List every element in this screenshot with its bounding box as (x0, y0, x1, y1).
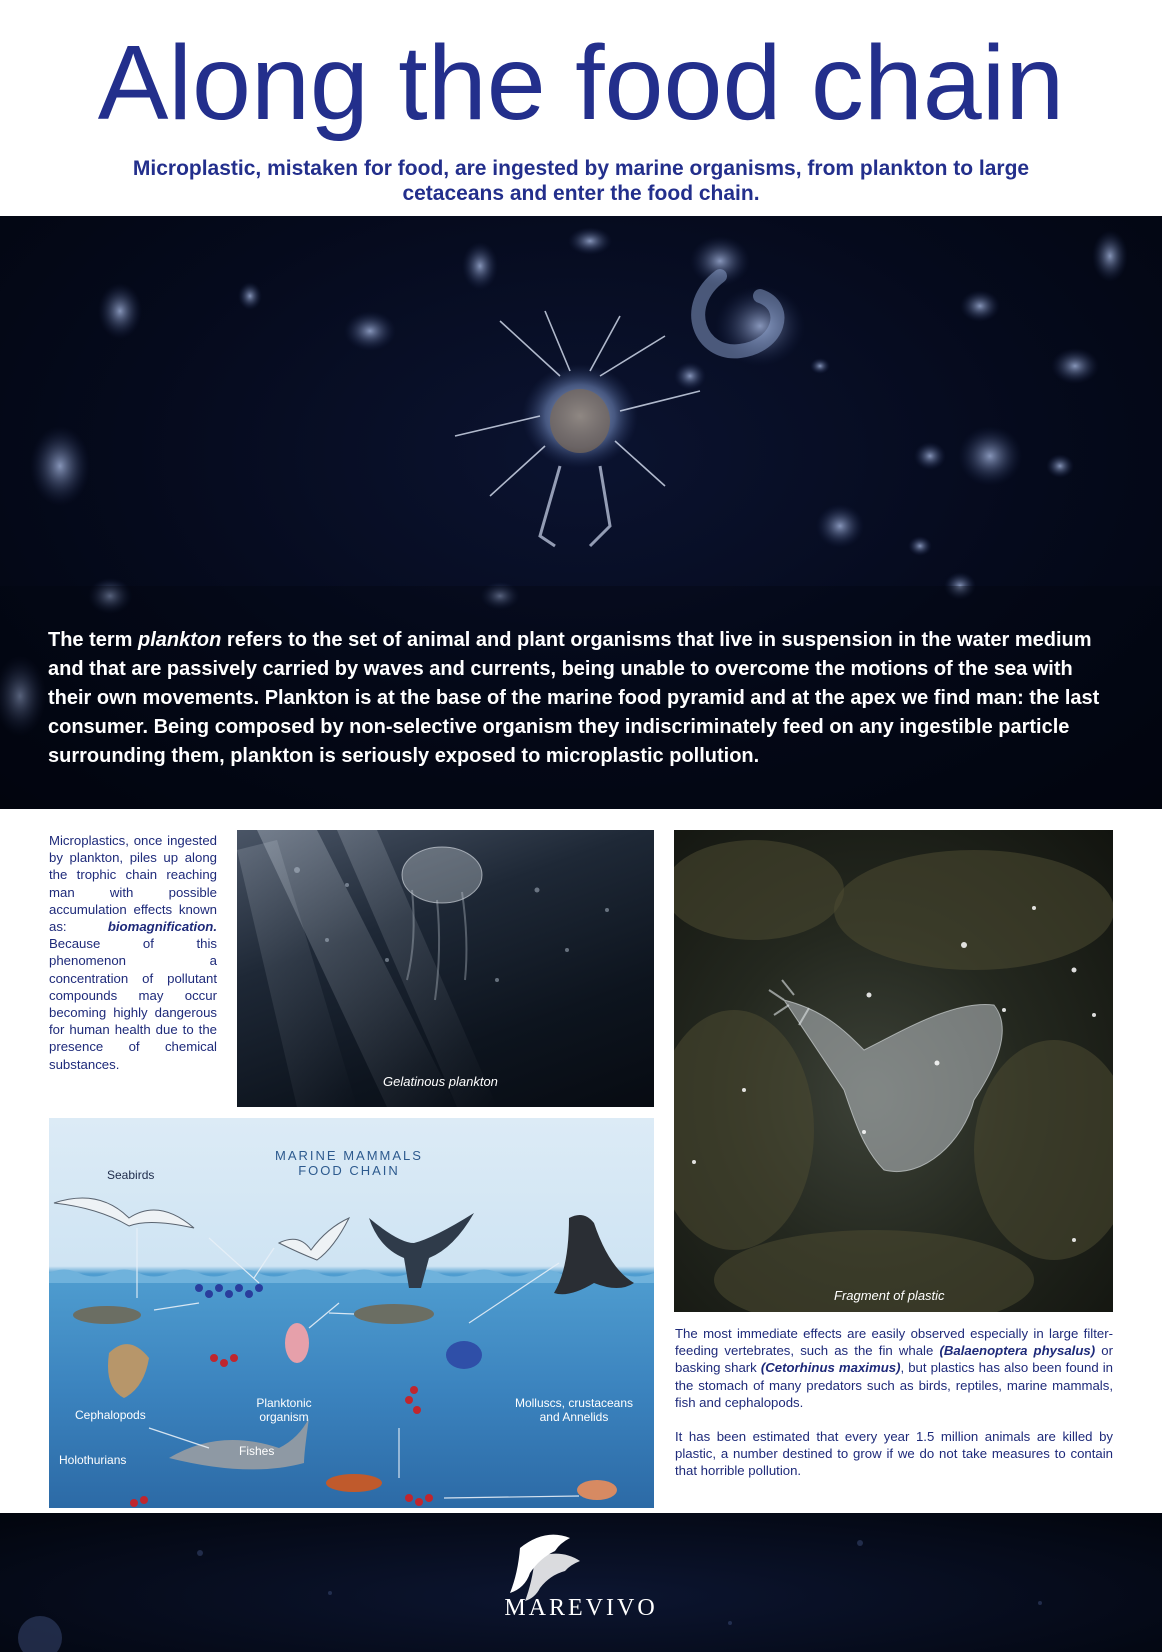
label-cephalopods: Cephalopods (75, 1408, 146, 1422)
biomagnification-text: Microplastics, once ingested by plankton, piles up along the trophic chain reaching man with possible accumulation effects known as: biomagnification. Because of this phenomenon a concentration of pollutant compounds may occur becoming highly dangerous for human health due to the presence of chemical substances. (49, 833, 217, 1072)
basking-shark-scientific-name: (Cetorhinus maximus) (760, 1360, 901, 1376)
fish-icon (73, 1306, 141, 1324)
copepod-figure (455, 311, 700, 546)
page-title: Along the food chain (97, 24, 1065, 142)
jellyfish-illustration (237, 830, 654, 1107)
cephalopod-icon (108, 1344, 149, 1398)
worm-icon (577, 1480, 617, 1500)
label-planktonic-organism: Planktonic organism (256, 1396, 312, 1424)
jellyfish-icon (446, 1341, 482, 1369)
hero-plankton-photo (0, 216, 1162, 809)
estimate-paragraph: It has been estimated that every year 1.5 million animals are killed by plastic, a number destined to grow if we do not take measures to contain that horrible pollution. (675, 1429, 1113, 1479)
dolphin-logo-icon (510, 1535, 580, 1601)
gelatinous-plankton-caption: Gelatinous plankton (383, 1074, 498, 1089)
fin-whale-scientific-name: (Balaenoptera physalus) (939, 1343, 1096, 1359)
plastic-fragment-photo (674, 830, 1113, 1312)
plastic-fragment-caption: Fragment of plastic (834, 1288, 945, 1303)
label-fishes: Fishes (239, 1444, 275, 1458)
footer-band (0, 1513, 1162, 1652)
effects-text (675, 1325, 1113, 1480)
plankton-term: plankton (138, 629, 222, 651)
plankton-description: The term plankton refers to the set of animal and plant organisms that live in suspension in the water medium and that are passively carried by waves and currents, being unable to overcome the motions of the sea with their own movements. Plankton is at the base of the marine food pyramid and at the apex we find man: the last consumer. Being composed by non-selective organism they indiscriminately feed on any ingestible particle surrounding them, plankton is seriously exposed to microplastic pollution. (48, 629, 1100, 767)
label-holothurians: Holothurians (59, 1453, 127, 1467)
label-molluscs-crustaceans-annelids: Molluscs, crustaceans and Annelids (514, 1396, 634, 1424)
biomagnification-term: biomagnification. (107, 919, 217, 935)
krill-icon (285, 1323, 309, 1363)
gull-icon (279, 1218, 349, 1260)
page-subtitle: Microplastic, mistaken for food, are ingested by marine organisms, from plankton to large cetaceans and enter the food chain. (132, 157, 1030, 205)
label-seabirds: Seabirds (107, 1168, 155, 1182)
marine-mammals-food-chain-diagram (49, 1118, 654, 1508)
seabird-icon (54, 1198, 194, 1228)
gelatinous-plankton-photo (237, 830, 654, 1107)
marevivo-logo-text: MAREVIVO (504, 1595, 658, 1621)
fish-icon (354, 1304, 434, 1324)
lobster-icon (326, 1474, 382, 1492)
seal-icon (554, 1215, 634, 1294)
effects-paragraph: The most immediate effects are easily observed especially in large filter-feeding vertebrates, such as the fin whale (Balaenoptera physalus) or basking shark (Cetorhinus maximus), but plastics has also been found in the stomach of many predators such as birds, reptiles, marine mammals, fish and cephalopods. (675, 1326, 1114, 1410)
plastic-bag-illustration (674, 830, 1113, 1312)
footer-background (0, 1513, 1162, 1652)
diagram-title: MARINE MAMMALS FOOD CHAIN (275, 1148, 423, 1178)
